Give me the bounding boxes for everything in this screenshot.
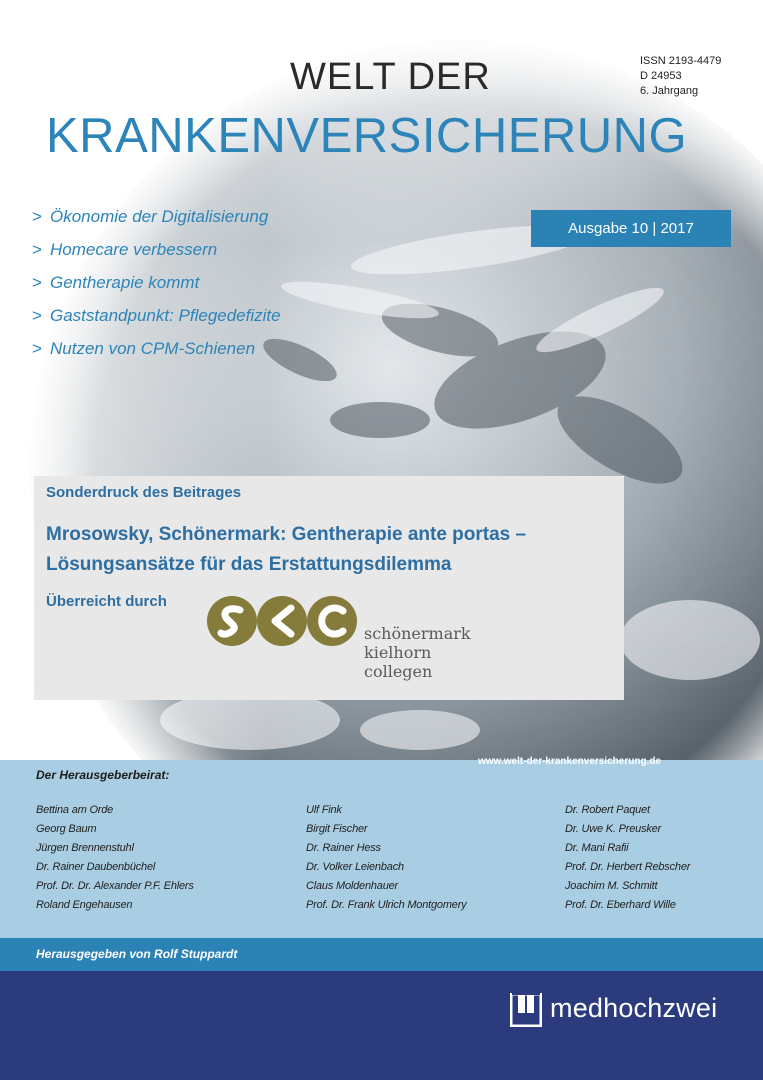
board-member: Prof. Dr. Frank Ulrich Montgomery [306, 899, 467, 911]
board-member: Joachim M. Schmitt [565, 880, 658, 892]
reprint-headline-line-2: Lösungsansätze für das Erstattungsdilemma [46, 554, 452, 575]
board-column-2 [306, 803, 466, 917]
board-member: Dr. Volker Leienbach [306, 861, 404, 873]
reprint-headline [46, 520, 616, 580]
publisher-name: medhochzwei [550, 993, 718, 1023]
reprint-box [34, 476, 624, 700]
board-member: Dr. Uwe K. Preusker [565, 823, 662, 835]
sponsor-logo-line: collegen [364, 662, 433, 681]
issn-number: ISSN 2193-4479 [640, 55, 722, 67]
topic-label: Nutzen von CPM-Schienen [50, 339, 256, 358]
issue-badge: Ausgabe 10 | 2017 [531, 210, 731, 247]
board-member: Prof. Dr. Eberhard Wille [565, 899, 676, 911]
editor-label: Herausgegeben von Rolf Stuppardt [36, 947, 238, 961]
editor-bar [0, 938, 763, 971]
postal-code: D 24953 [640, 70, 682, 82]
chevron-right-icon: > [32, 207, 42, 226]
board-member: Jürgen Brennenstuhl [36, 842, 134, 854]
topic-label: Gentherapie kommt [50, 273, 200, 292]
chevron-right-icon: > [32, 306, 42, 325]
sponsor-logo-line: schönermark [364, 624, 471, 643]
board-member: Ulf Fink [306, 804, 342, 816]
board-member: Dr. Rainer Daubenbüchel [36, 861, 156, 873]
topic-label: Gaststandpunkt: Pflegedefizite [50, 306, 281, 325]
board-member: Bettina am Orde [36, 804, 114, 816]
publisher-footer [0, 971, 763, 1080]
chevron-right-icon: > [32, 240, 42, 259]
board-title: Der Herausgeberbeirat: [36, 768, 170, 782]
topic-list [32, 206, 281, 371]
topic-label: Homecare verbessern [50, 240, 218, 259]
magazine-title-line-1: WELT DER [290, 56, 491, 98]
board-member: Roland Engehausen [36, 899, 133, 911]
website-url[interactable]: www.welt-der-krankenversicherung.de [478, 756, 662, 767]
magazine-title-line-2: KRANKENVERSICHERUNG [46, 109, 688, 163]
board-member: Prof. Dr. Dr. Alexander P.F. Ehlers [36, 880, 194, 892]
publisher-logo [510, 991, 725, 1031]
chevron-right-icon: > [32, 339, 42, 358]
board-column-1 [36, 803, 194, 917]
board-member: Birgit Fischer [306, 823, 368, 835]
sponsor-logo-line: kielhorn [364, 643, 432, 662]
topic-item [32, 239, 281, 272]
medhochzwei-logo-icon [510, 993, 542, 1027]
topic-item [32, 272, 281, 305]
advisory-board [0, 760, 763, 938]
chevron-right-icon: > [32, 273, 42, 292]
issn-block [640, 54, 721, 99]
board-member: Georg Baum [36, 823, 97, 835]
sponsor-logo-text [364, 624, 471, 681]
presented-by-label: Überreicht durch [46, 593, 167, 610]
board-member: Claus Moldenhauer [306, 880, 398, 892]
board-member: Dr. Mani Rafii [565, 842, 629, 854]
volume: 6. Jahrgang [640, 85, 699, 97]
topic-item [32, 305, 281, 338]
board-column-3 [565, 803, 690, 917]
board-member: Prof. Dr. Herbert Rebscher [565, 861, 691, 873]
topic-item [32, 206, 281, 239]
reprint-kicker: Sonderdruck des Beitrages [46, 484, 242, 501]
reprint-headline-line-1: Mrosowsky, Schönermark: Gentherapie ante portas – [46, 524, 527, 545]
topic-label: Ökonomie der Digitalisierung [50, 207, 269, 226]
topic-item [32, 338, 281, 371]
skc-logo-icon [207, 594, 357, 648]
board-member: Dr. Rainer Hess [306, 842, 381, 854]
board-member: Dr. Robert Paquet [565, 804, 650, 816]
